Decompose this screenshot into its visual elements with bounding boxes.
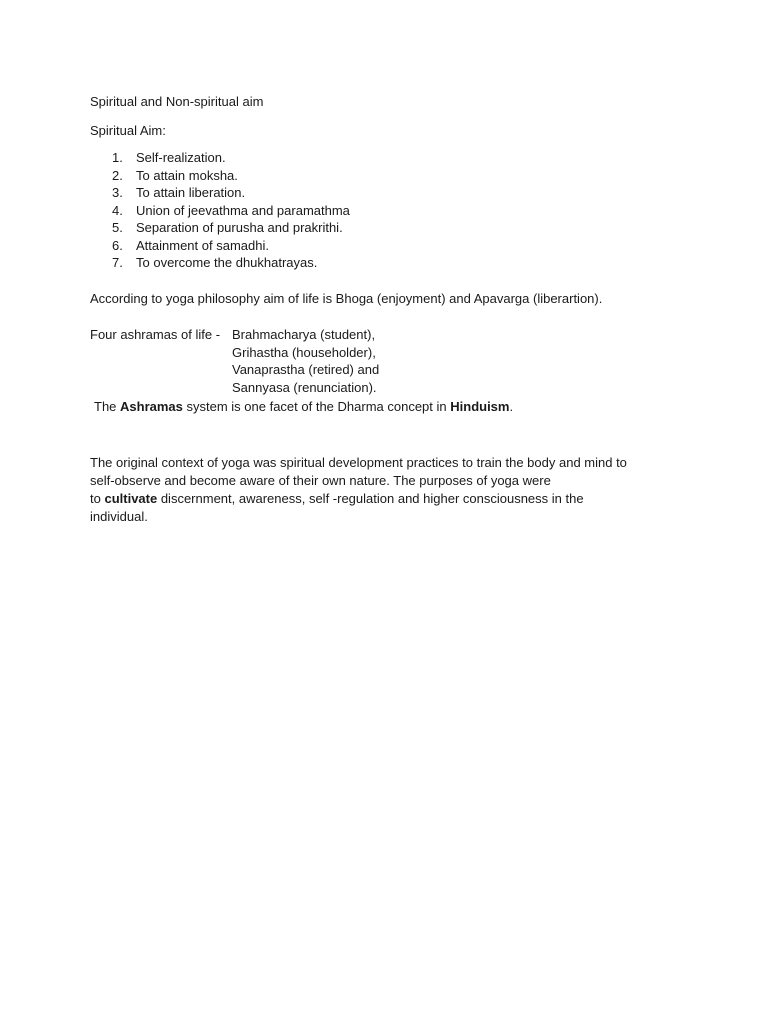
ashramas-lead: Four ashramas of life - bbox=[90, 327, 221, 342]
list-item bbox=[90, 167, 350, 185]
list-item-text: Union of jeevathma and paramathma bbox=[136, 202, 350, 218]
list-item bbox=[90, 149, 350, 167]
facet-bold-ashramas: Ashramas bbox=[120, 399, 183, 414]
list-item bbox=[90, 254, 350, 272]
paragraph-line bbox=[90, 490, 627, 508]
list-item-number: 3. bbox=[112, 185, 123, 200]
list-item-number: 1. bbox=[112, 150, 123, 165]
facet-text: system is one facet of the Dharma concept in bbox=[182, 399, 451, 414]
facet-bold-hinduism: Hinduism bbox=[450, 399, 510, 414]
ashrama-stage: Vanaprastha (retired) and bbox=[232, 362, 380, 377]
list-item-number: 2. bbox=[112, 167, 123, 183]
list-item-number: 4. bbox=[112, 202, 123, 218]
list-item bbox=[90, 237, 350, 255]
ashramas-facet-sentence bbox=[94, 398, 513, 416]
list-item-text: Attainment of samadhi. bbox=[136, 237, 269, 253]
list-item-text: To attain moksha. bbox=[136, 167, 238, 183]
list-item-number: 7. bbox=[112, 255, 123, 270]
list-item-number: 5. bbox=[112, 220, 123, 235]
spiritual-aim-list bbox=[90, 149, 350, 272]
list-item bbox=[90, 184, 350, 202]
list-item bbox=[90, 219, 350, 237]
ashrama-stage: Sannyasa (renunciation). bbox=[232, 379, 377, 395]
philosophy-paragraph: According to yoga philosophy aim of life is Bhoga (enjoyment) and Apavarga (liberartion). bbox=[90, 291, 603, 306]
ashrama-stage: Grihastha (householder), bbox=[232, 344, 376, 360]
list-item-text: To attain liberation. bbox=[136, 185, 246, 200]
paragraph-line: individual. bbox=[90, 509, 148, 524]
yoga-context-paragraph bbox=[90, 454, 627, 526]
line-text: discernment, awareness, self -regulation and higher consciousness in the bbox=[157, 491, 584, 506]
list-item-text: Self-realization. bbox=[136, 150, 226, 165]
list-item-text: Separation of purusha and prakrithi. bbox=[136, 220, 343, 235]
paragraph-line: self-observe and become aware of their own nature. The purposes of yoga were bbox=[90, 473, 551, 488]
list-item-text: To overcome the dhukhatrayas. bbox=[136, 255, 318, 270]
list-item-number: 6. bbox=[112, 237, 123, 253]
list-item bbox=[90, 202, 350, 220]
bold-cultivate: cultivate bbox=[104, 491, 158, 506]
paragraph-line: The original context of yoga was spiritual development practices to train the body and mind to bbox=[90, 455, 627, 470]
document-title: Spiritual and Non-spiritual aim bbox=[90, 94, 264, 109]
facet-text: . bbox=[509, 399, 514, 414]
line-text: to bbox=[90, 491, 105, 506]
ashrama-stage: Brahmacharya (student), bbox=[232, 327, 376, 342]
facet-text: The bbox=[94, 399, 121, 414]
spiritual-aim-heading: Spiritual Aim: bbox=[90, 123, 166, 138]
